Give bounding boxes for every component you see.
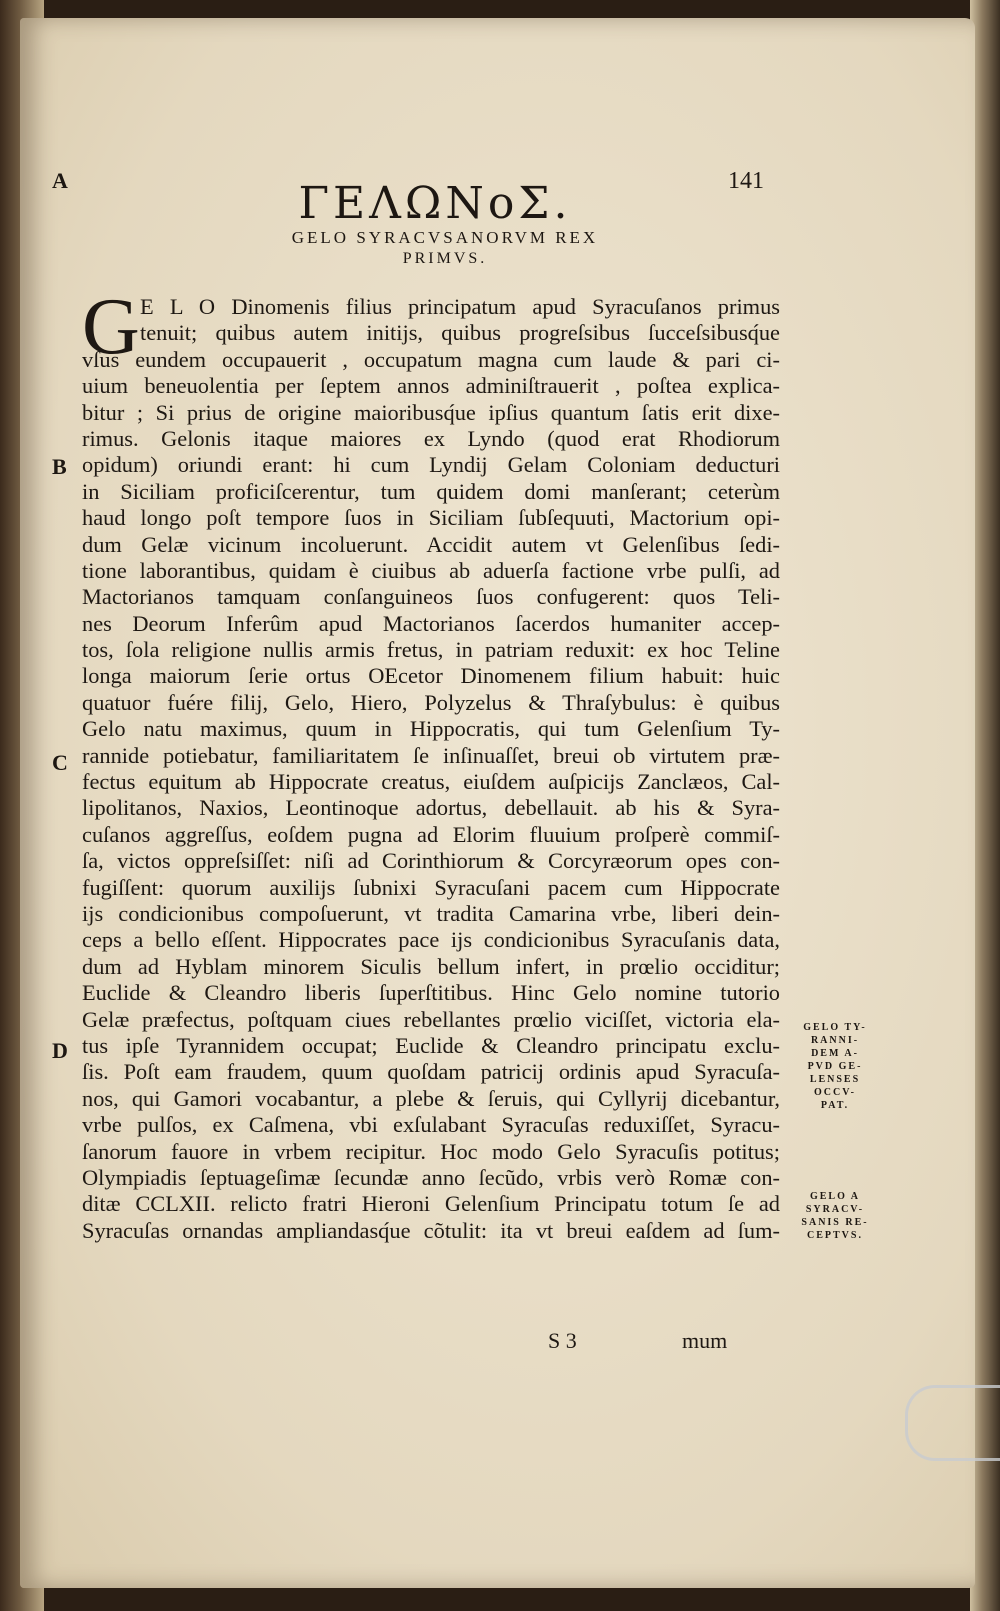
body-text [82, 283, 780, 1244]
text-line: fugiſſent: quorum auxilijs ſubnixi Syracuſani pacem cum Hippocrate [82, 874, 780, 900]
text-line: ſis. Poſt eam fraudem, quum quoſdam patricij ordinis apud Syracuſa- [82, 1059, 780, 1085]
text-line: E L O Dinomenis filius principatum apud Syracuſanos primus [140, 294, 780, 319]
text-line: opidum) oriundi erant: hi cum Lyndij Gelam Coloniam deducturi [82, 452, 780, 478]
drop-cap: G [82, 283, 140, 371]
text-line: ſanorum fauore in vrbem recipitur. Hoc modo Gelo Syracuſis potitus; [82, 1138, 780, 1164]
marginal-line: LENSES [809, 1074, 861, 1085]
text-line: ditæ CCLXII. relicto fratri Hieroni Gelenſium Principatu totum ſe ad [82, 1191, 780, 1217]
text-line: in Siciliam proficiſcerentur, tum quidem domi manſerant; ceterùm [82, 478, 780, 504]
text-line: uium beneuolentia per ſeptem annos adminiſtrauerit , poſtea explica- [82, 373, 780, 399]
text-line: Mactorianos tamquam conſanguineos ſuos confugerent: quos Teli- [82, 584, 780, 610]
text-line: nes Deorum Inferûm apud Mactorianos ſacerdos humaniter accep- [82, 610, 780, 636]
marginal-line: OCCV- [813, 1087, 857, 1098]
marginal-line: DEM A- [811, 1048, 859, 1059]
text-line: ceps a bello eſſent. Hippocrates pace ijs condicionibus Syracuſanis data, [82, 927, 780, 953]
text-line: haud longo poſt tempore ſuos in Siciliam ſubſequuti, Mactorium opi- [82, 505, 780, 531]
text-line: rimus. Gelonis itaque maiores ex Lyndo (quod erat Rhodiorum [82, 425, 780, 451]
catchword: mum [682, 1328, 728, 1353]
text-line: Olympiadis ſeptuageſimæ ſecundæ anno ſecũdo, vrbis verò Romæ con- [82, 1164, 780, 1190]
marginal-line: SANIS RE- [801, 1217, 869, 1228]
text-line: rannide potiebatur, familiaritatem ſe inſinuaſſet, breui ob virtutem præ- [82, 742, 780, 768]
text-line: tus ipſe Tyrannidem occupat; Euclide & Cleandro principatu exclu- [82, 1032, 780, 1058]
page-clip [905, 1385, 1000, 1461]
section-letter-a: A [52, 168, 68, 193]
text-line: ſa, victos oppreſsiſſet: niſi ad Corinthiorum & Corcyræorum opes con- [82, 848, 780, 874]
marginal-line: CEPTVS. [807, 1230, 863, 1241]
text-line: Gelæ præfectus, poſtquam ciues rebellantes prœlio viciſſet, victoria ela- [82, 1006, 780, 1032]
text-line: quatuor fuére filij, Gelo, Hiero, Polyzelus & Thraſybulus: è quibus [82, 689, 780, 715]
marginal-line: PVD GE- [807, 1061, 863, 1072]
marginal-line: PAT. [820, 1100, 850, 1111]
text-line: ijs condicionibus compoſuerunt, vt tradita Camarina vrbe, liberi dein- [82, 900, 780, 926]
text-line: tos, ſola religione nullis armis fretus, in patriam reduxit: ex hoc Teline [82, 637, 780, 663]
text-line: Euclide & Cleandro liberis ſuperſtitibus. Hinc Gelo nomine tutorio [82, 980, 780, 1006]
marginal-note-2 [790, 1190, 880, 1242]
text-line: fectus equitum ab Hippocrate creatus, eiuſdem auſpicijs Zanclæos, Cal- [82, 769, 780, 795]
greek-title: ΓΕΛΩΝοΣ. [298, 178, 572, 229]
marginal-line: GELO A [809, 1191, 861, 1202]
text-line: Syracuſas ornandas ampliandasq́ue cõtulit: ita vt breui eaſdem ad ſum- [82, 1217, 780, 1243]
text-line: Gelo natu maximus, quum in Hippocratis, qui tum Gelenſium Ty- [82, 716, 780, 742]
text-line: longa maiorum ſerie ortus OEcetor Dinomenem filium habuit: huic [82, 663, 780, 689]
book-page [20, 18, 975, 1588]
section-letter-d: D [52, 1038, 68, 1063]
marginal-line: RANNI- [810, 1035, 860, 1046]
marginal-note-1 [790, 1021, 880, 1112]
text-line: lipolitanos, Naxios, Leontinoque adortus, debellauit. ab his & Syra- [82, 795, 780, 821]
text-line: vſus eundem occupauerit , occupatum magna cum laude & pari ci- [82, 346, 780, 372]
subtitle-line-1: GELO SYRACVSANORVM REX [291, 228, 599, 247]
text-line: bitur ; Si prius de origine maioribusq́ue ipſius quantum ſatis erit dixe- [82, 399, 780, 425]
text-line: dum Gelæ vicinum incoluerunt. Accidit autem vt Gelenſibus ſedi- [82, 531, 780, 557]
signature-mark: S 3 [548, 1328, 577, 1353]
section-letter-b: B [52, 454, 67, 479]
subtitle-line-2: PRIMVS. [402, 250, 488, 267]
text-line: tione laborantibus, quidam è ciuibus ab aduerſa factione vrbe pulſi, ad [82, 557, 780, 583]
text-line: tenuit; quibus autem initijs, quibus progreſsibus ſucceſsibusq́ue [140, 320, 780, 346]
section-letter-c: C [52, 750, 68, 775]
marginal-line: SYRACV- [805, 1204, 865, 1215]
text-line: nos, qui Gamori vocabantur, a plebe & ſeruis, qui Cyllyrij dicebantur, [82, 1085, 780, 1111]
marginal-line: GELO TY- [803, 1022, 867, 1033]
page-number: 141 [728, 168, 764, 194]
text-line: cuſanos aggreſſus, eoſdem pugna ad Elorim fluuium proſperè commiſ- [82, 821, 780, 847]
text-line: vrbe pulſos, ex Caſmena, vbi exſulabant Syracuſas reduxiſſet, Syracu- [82, 1112, 780, 1138]
text-line: dum ad Hyblam minorem Siculis bellum infert, in prœlio occiditur; [82, 953, 780, 979]
